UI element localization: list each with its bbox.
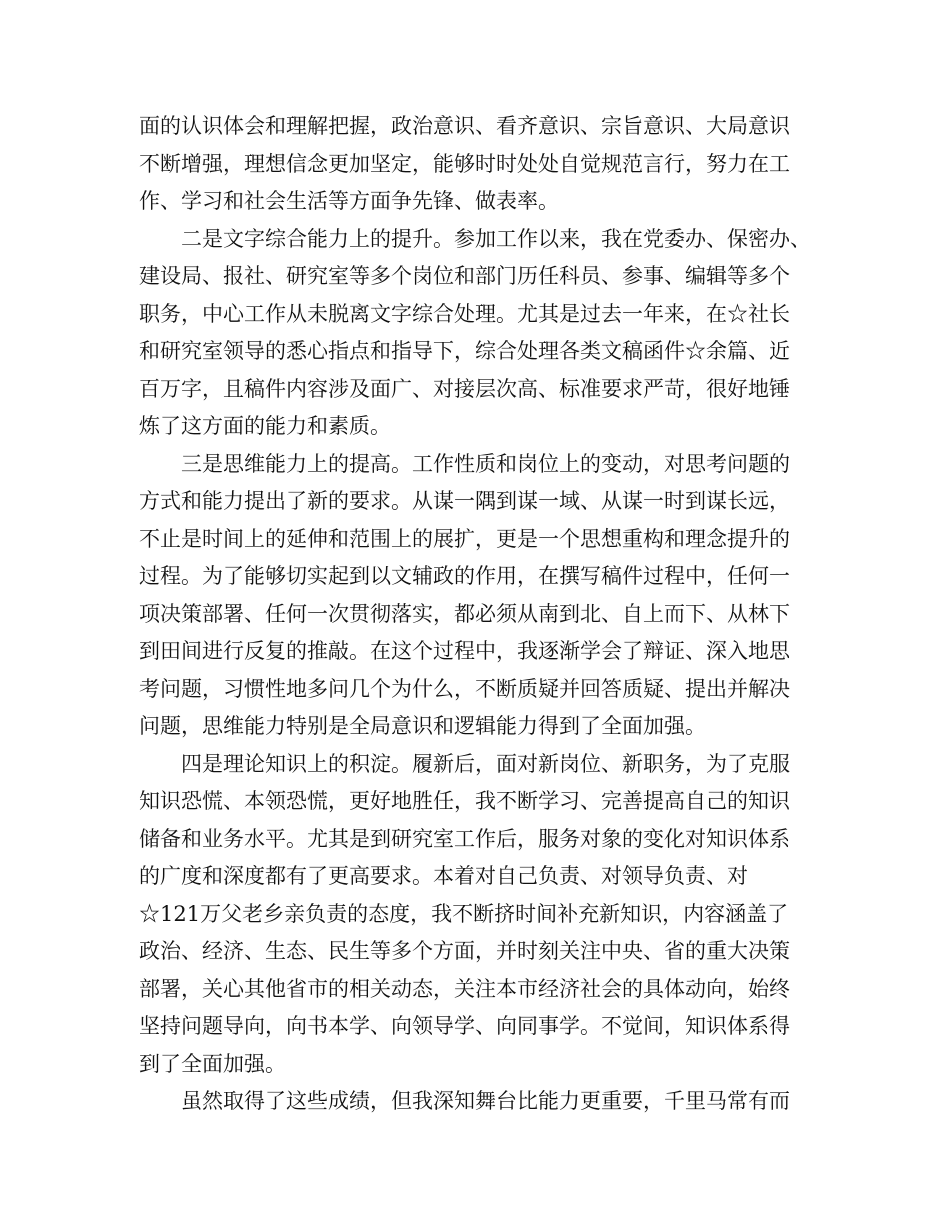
text-line: 建设局、报社、研究室等多个岗位和部门历任科员、参事、编辑等多个 [139,264,790,288]
text-line: 政治、经济、生态、民生等多个方面，并时刻关注中央、省的重大决策 [139,939,790,963]
text-line: 考问题，习惯性地多问几个为什么，不断质疑并回答质疑、提出并解决 [139,676,790,701]
paragraph-first-line: 三是思维能力上的提高。工作性质和岗位上的变动，对思考问题的 [181,451,790,476]
text-line: 不断增强，理想信念更加坚定，能够时时处处自觉规范言行，努力在工 [139,151,790,176]
text-line: 知识恐慌、本领恐慌，更好地胜任，我不断学习、完善提高自己的知识 [139,789,790,813]
text-line: 部署，关心其他省市的相关动态，关注本市经济社会的具体动向，始终 [139,976,790,1001]
text-line: 坚持问题导向，向书本学、向领导学、向同事学。不觉间，知识体系得 [139,1014,790,1038]
text-line: 问题，思维能力特别是全局意识和逻辑能力得到了全面加强。 [139,714,706,738]
text-line: 方式和能力提出了新的要求。从谋一隅到谋一域、从谋一时到谋长远， [139,489,790,513]
text-line: 面的认识体会和理解把握，政治意识、看齐意识、宗旨意识、大局意识 [139,114,790,138]
paragraph-first-line: 虽然取得了这些成绩，但我深知舞台比能力更重要，千里马常有而 [181,1089,790,1113]
text-line: 不止是时间上的延伸和范围上的展扩，更是一个思想重构和理念提升的 [139,526,790,551]
text-line: 的广度和深度都有了更高要求。本着对自己负责、对领导负责、对 [139,864,748,888]
text-line: 职务，中心工作从未脱离文字综合处理。尤其是过去一年来，在☆社长 [139,301,790,326]
text-line: 到了全面加强。 [139,1051,286,1076]
text-line: 作、学习和社会生活等方面争先锋、做表率。 [139,189,559,213]
text-line: 百万字，且稿件内容涉及面广、对接层次高、标准要求严苛，很好地锤 [139,376,790,401]
text-line: 和研究室领导的悉心指点和指导下，综合处理各类文稿函件☆余篇、近 [139,339,790,363]
text-line: ☆121万父老乡亲负责的态度，我不断挤时间补充新知识，内容涵盖了 [139,901,789,926]
text-line: 项决策部署、任何一次贯彻落实，都必须从南到北、自上而下、从林下 [139,601,790,626]
text-line: 储备和业务水平。尤其是到研究室工作后，服务对象的变化对知识体系 [139,826,790,851]
text-line: 炼了这方面的能力和素质。 [139,414,391,438]
document-body [139,108,819,1121]
text-line: 到田间进行反复的推敲。在这个过程中，我逐渐学会了辩证、深入地思 [139,639,790,663]
paragraph-first-line: 二是文字综合能力上的提升。参加工作以来，我在党委办、保密办、 [181,226,811,251]
paragraph-first-line: 四是理论知识上的积淀。履新后，面对新岗位、新职务，为了克服 [181,751,790,776]
text-line: 过程。为了能够切实起到以文辅政的作用，在撰写稿件过程中，任何一 [139,564,790,588]
